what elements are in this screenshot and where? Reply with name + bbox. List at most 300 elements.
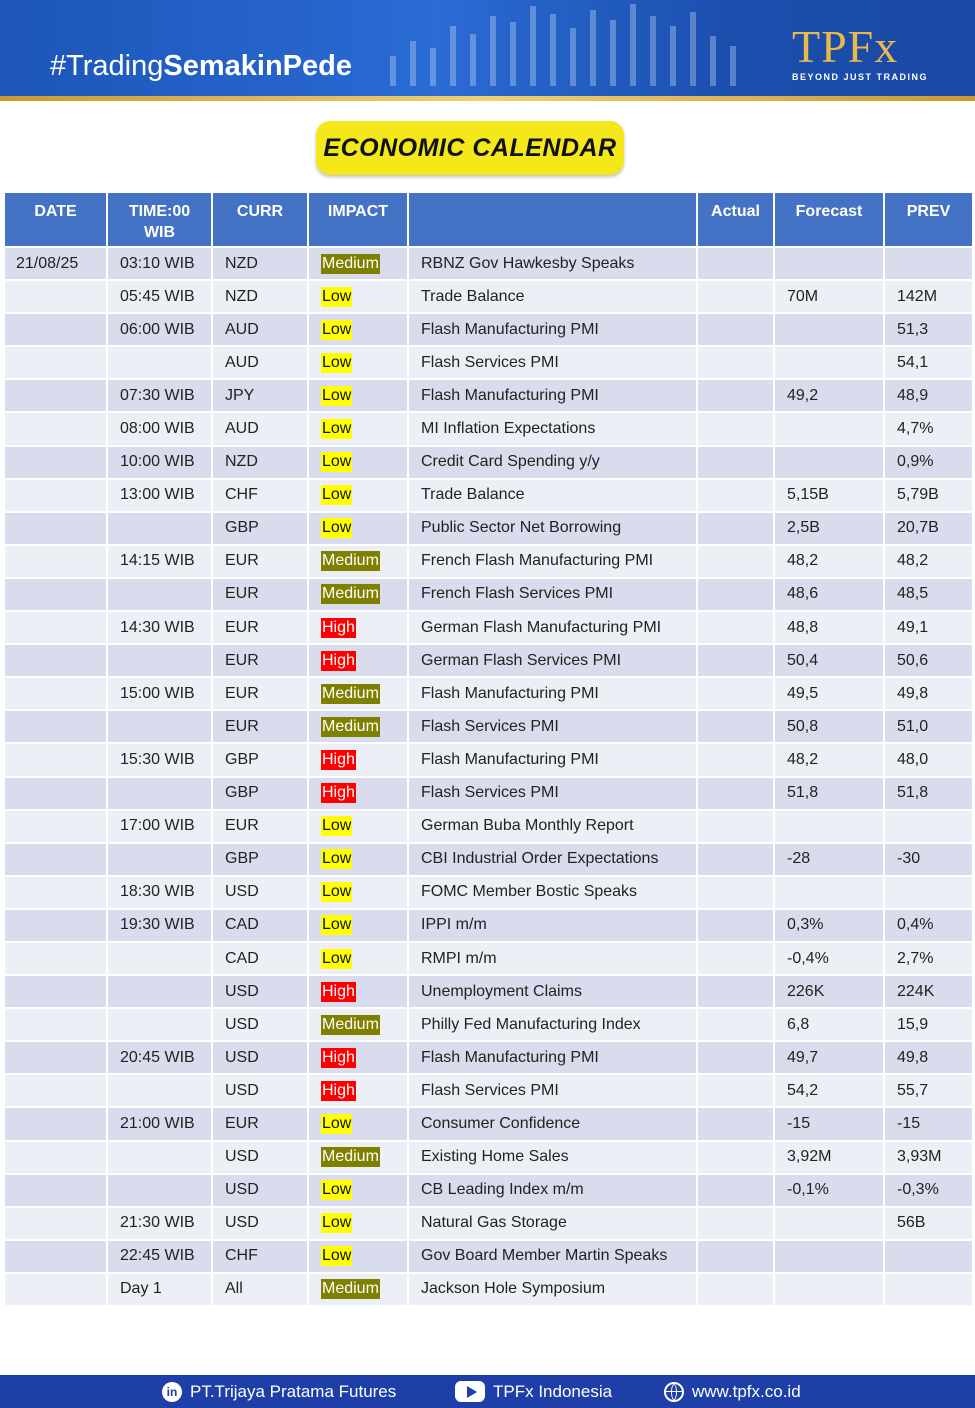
footer-youtube-text: TPFx Indonesia [493, 1381, 613, 1401]
cell-previous: 50,6 [884, 644, 973, 677]
tpfx-logo [792, 21, 932, 84]
cell-previous: 0,4% [884, 909, 973, 942]
cell-time [107, 710, 212, 743]
cell-actual [697, 379, 774, 412]
cell-impact [308, 975, 408, 1008]
cell-currency: USD [212, 1008, 308, 1041]
cell-previous: 0,9% [884, 446, 973, 479]
cell-actual [697, 942, 774, 975]
cell-impact [308, 379, 408, 412]
cell-impact [308, 479, 408, 512]
cell-actual [697, 909, 774, 942]
cell-forecast [774, 1273, 884, 1306]
impact-badge: Low [322, 883, 352, 901]
cell-actual [697, 512, 774, 545]
header-prev: PREV [884, 192, 973, 247]
cell-event: MI Inflation Expectations [408, 412, 697, 445]
cell-date [4, 1041, 107, 1074]
table-row [4, 1141, 973, 1174]
table-row [4, 346, 973, 379]
cell-event: French Flash Services PMI [408, 578, 697, 611]
footer-website [664, 1375, 801, 1408]
cell-previous: 49,8 [884, 677, 973, 710]
cell-time [107, 942, 212, 975]
impact-badge: Medium [322, 1015, 379, 1033]
cell-impact [308, 280, 408, 313]
impact-badge: Low [322, 1114, 352, 1132]
cell-previous: 20,7B [884, 512, 973, 545]
cell-date [4, 512, 107, 545]
cell-forecast [774, 810, 884, 843]
cell-impact [308, 611, 408, 644]
cell-forecast [774, 1240, 884, 1273]
cell-event: CB Leading Index m/m [408, 1174, 697, 1207]
footer-youtube [455, 1375, 612, 1408]
cell-actual [697, 247, 774, 280]
cell-actual [697, 1074, 774, 1107]
table-row [4, 412, 973, 445]
cell-event: Unemployment Claims [408, 975, 697, 1008]
cell-time: 06:00 WIB [107, 313, 212, 346]
footer-company [162, 1375, 396, 1408]
cell-time: 22:45 WIB [107, 1240, 212, 1273]
cell-currency: CHF [212, 479, 308, 512]
cell-impact [308, 247, 408, 280]
cell-impact [308, 843, 408, 876]
cell-previous: 49,8 [884, 1041, 973, 1074]
cell-date [4, 412, 107, 445]
cell-previous: 2,7% [884, 942, 973, 975]
cell-impact [308, 412, 408, 445]
header-curr: CURR [212, 192, 308, 247]
impact-badge: Low [322, 320, 352, 338]
table-row [4, 611, 973, 644]
cell-previous: 55,7 [884, 1074, 973, 1107]
impact-badge: Low [322, 386, 352, 404]
table-row [4, 545, 973, 578]
table-header-row [4, 192, 973, 247]
cell-date [4, 810, 107, 843]
globe-icon [664, 1382, 684, 1402]
table-row [4, 247, 973, 280]
logo-tagline: BEYOND JUST TRADING [792, 72, 929, 82]
header-banner [0, 0, 975, 96]
cell-forecast: 48,8 [774, 611, 884, 644]
cell-time: 07:30 WIB [107, 379, 212, 412]
header-time [107, 192, 212, 247]
cell-currency: EUR [212, 1107, 308, 1140]
cell-event: Philly Fed Manufacturing Index [408, 1008, 697, 1041]
impact-badge: High [322, 651, 355, 669]
cell-date [4, 611, 107, 644]
cell-actual [697, 412, 774, 445]
cell-impact [308, 1174, 408, 1207]
cell-previous: 3,93M [884, 1141, 973, 1174]
cell-date [4, 1107, 107, 1140]
cell-date: 21/08/25 [4, 247, 107, 280]
impact-badge: Low [322, 1214, 352, 1232]
cell-date [4, 975, 107, 1008]
impact-badge: Low [322, 916, 352, 934]
cell-date [4, 644, 107, 677]
table-row [4, 1240, 973, 1273]
cell-event: Credit Card Spending y/y [408, 446, 697, 479]
cell-time [107, 1008, 212, 1041]
cell-previous [884, 876, 973, 909]
cell-impact [308, 313, 408, 346]
cell-previous [884, 247, 973, 280]
cell-actual [697, 975, 774, 1008]
cell-impact [308, 876, 408, 909]
cell-event: Flash Services PMI [408, 1074, 697, 1107]
table-row [4, 1107, 973, 1140]
cell-actual [697, 446, 774, 479]
cell-previous: 49,1 [884, 611, 973, 644]
gold-divider [0, 96, 975, 101]
candlestick-background [380, 0, 800, 96]
cell-impact [308, 545, 408, 578]
cell-time: 21:00 WIB [107, 1107, 212, 1140]
cell-date [4, 942, 107, 975]
cell-impact [308, 644, 408, 677]
hashtag-text [50, 50, 352, 83]
cell-previous: 51,3 [884, 313, 973, 346]
cell-time: 14:30 WIB [107, 611, 212, 644]
cell-impact [308, 1207, 408, 1240]
impact-badge: Low [322, 287, 352, 305]
cell-previous: 51,0 [884, 710, 973, 743]
cell-event: French Flash Manufacturing PMI [408, 545, 697, 578]
cell-forecast: -15 [774, 1107, 884, 1140]
cell-event: Flash Services PMI [408, 346, 697, 379]
cell-time: 15:00 WIB [107, 677, 212, 710]
cell-forecast: 70M [774, 280, 884, 313]
cell-forecast: 50,4 [774, 644, 884, 677]
cell-date [4, 710, 107, 743]
table-row [4, 280, 973, 313]
cell-date [4, 777, 107, 810]
cell-actual [697, 280, 774, 313]
cell-currency: NZD [212, 247, 308, 280]
cell-forecast [774, 346, 884, 379]
footer-company-text: PT.Trijaya Pratama Futures [190, 1381, 397, 1401]
cell-event: Flash Manufacturing PMI [408, 743, 697, 776]
cell-actual [697, 876, 774, 909]
cell-currency: USD [212, 1141, 308, 1174]
cell-event: Flash Manufacturing PMI [408, 379, 697, 412]
impact-badge: Low [322, 420, 352, 438]
impact-badge: Medium [322, 254, 379, 272]
impact-badge: Medium [322, 585, 379, 603]
table-row [4, 644, 973, 677]
cell-actual [697, 1041, 774, 1074]
cell-currency: All [212, 1273, 308, 1306]
cell-actual [697, 346, 774, 379]
cell-currency: AUD [212, 313, 308, 346]
cell-event: Flash Manufacturing PMI [408, 677, 697, 710]
impact-badge: Low [322, 1247, 352, 1265]
cell-forecast: 48,2 [774, 743, 884, 776]
cell-forecast: 48,6 [774, 578, 884, 611]
table-row [4, 479, 973, 512]
cell-event: Trade Balance [408, 479, 697, 512]
cell-forecast [774, 313, 884, 346]
cell-impact [308, 1074, 408, 1107]
linkedin-icon: in [162, 1382, 182, 1402]
cell-time [107, 777, 212, 810]
cell-impact [308, 909, 408, 942]
cell-previous: 15,9 [884, 1008, 973, 1041]
cell-currency: EUR [212, 644, 308, 677]
cell-impact [308, 1107, 408, 1140]
cell-event: Flash Services PMI [408, 710, 697, 743]
table-row [4, 843, 973, 876]
cell-forecast: 49,7 [774, 1041, 884, 1074]
cell-date [4, 346, 107, 379]
cell-previous: 142M [884, 280, 973, 313]
table-body [4, 247, 973, 1306]
cell-previous: 48,0 [884, 743, 973, 776]
cell-impact [308, 743, 408, 776]
cell-currency: CAD [212, 909, 308, 942]
table-row [4, 975, 973, 1008]
cell-date [4, 379, 107, 412]
cell-time: 03:10 WIB [107, 247, 212, 280]
cell-event: Consumer Confidence [408, 1107, 697, 1140]
impact-badge: Medium [322, 684, 379, 702]
cell-time: 17:00 WIB [107, 810, 212, 843]
cell-forecast [774, 412, 884, 445]
cell-actual [697, 677, 774, 710]
cell-actual [697, 644, 774, 677]
cell-actual [697, 1273, 774, 1306]
cell-time: 18:30 WIB [107, 876, 212, 909]
cell-previous: 56B [884, 1207, 973, 1240]
cell-previous: 48,5 [884, 578, 973, 611]
cell-time [107, 1074, 212, 1107]
cell-actual [697, 810, 774, 843]
cell-actual [697, 743, 774, 776]
impact-badge: Low [322, 486, 352, 504]
table-row [4, 909, 973, 942]
cell-impact [308, 710, 408, 743]
cell-currency: NZD [212, 446, 308, 479]
impact-badge: High [322, 618, 355, 636]
cell-forecast: -28 [774, 843, 884, 876]
cell-previous [884, 1240, 973, 1273]
cell-currency: GBP [212, 777, 308, 810]
cell-currency: EUR [212, 710, 308, 743]
cell-previous [884, 1273, 973, 1306]
cell-previous: -30 [884, 843, 973, 876]
header-time-label: TIME:00 [128, 203, 191, 220]
cell-time [107, 843, 212, 876]
cell-currency: GBP [212, 843, 308, 876]
cell-currency: EUR [212, 810, 308, 843]
impact-badge: High [322, 784, 355, 802]
cell-actual [697, 1141, 774, 1174]
cell-event: IPPI m/m [408, 909, 697, 942]
table-row [4, 743, 973, 776]
cell-actual [697, 611, 774, 644]
cell-date [4, 545, 107, 578]
youtube-icon [455, 1381, 485, 1402]
table-row [4, 710, 973, 743]
economic-calendar-table [3, 191, 974, 1307]
cell-currency: JPY [212, 379, 308, 412]
cell-event: Trade Balance [408, 280, 697, 313]
cell-forecast: 226K [774, 975, 884, 1008]
table-row [4, 512, 973, 545]
impact-badge: Medium [322, 1280, 379, 1298]
cell-impact [308, 677, 408, 710]
cell-time: 20:45 WIB [107, 1041, 212, 1074]
cell-event: RMPI m/m [408, 942, 697, 975]
cell-time [107, 512, 212, 545]
cell-date [4, 843, 107, 876]
header-impact: IMPACT [308, 192, 408, 247]
cell-time [107, 346, 212, 379]
impact-badge: Medium [322, 552, 379, 570]
cell-event: RBNZ Gov Hawkesby Speaks [408, 247, 697, 280]
cell-date [4, 677, 107, 710]
footer-bar [0, 1375, 975, 1408]
logo-text: TPFx [792, 21, 899, 72]
cell-currency: GBP [212, 512, 308, 545]
header-actual: Actual [697, 192, 774, 247]
cell-event: German Buba Monthly Report [408, 810, 697, 843]
cell-time [107, 1174, 212, 1207]
cell-impact [308, 346, 408, 379]
cell-currency: USD [212, 1174, 308, 1207]
table-row [4, 1207, 973, 1240]
cell-previous: 5,79B [884, 479, 973, 512]
hashtag-prefix: #Trading [50, 50, 164, 82]
cell-previous: 48,9 [884, 379, 973, 412]
cell-currency: USD [212, 876, 308, 909]
cell-date [4, 1008, 107, 1041]
impact-badge: Low [322, 453, 352, 471]
cell-date [4, 446, 107, 479]
cell-time: 13:00 WIB [107, 479, 212, 512]
cell-event: CBI Industrial Order Expectations [408, 843, 697, 876]
cell-date [4, 1240, 107, 1273]
impact-badge: Medium [322, 1148, 379, 1166]
cell-date [4, 479, 107, 512]
cell-forecast [774, 446, 884, 479]
cell-previous: -15 [884, 1107, 973, 1140]
cell-forecast: -0,1% [774, 1174, 884, 1207]
table-row [4, 578, 973, 611]
header-time-sub: WIB [143, 224, 176, 241]
cell-impact [308, 810, 408, 843]
cell-time: 14:15 WIB [107, 545, 212, 578]
impact-badge: Low [322, 1181, 352, 1199]
cell-forecast: 2,5B [774, 512, 884, 545]
cell-actual [697, 710, 774, 743]
cell-time [107, 975, 212, 1008]
impact-badge: Medium [322, 717, 379, 735]
cell-event: Gov Board Member Martin Speaks [408, 1240, 697, 1273]
cell-event: German Flash Services PMI [408, 644, 697, 677]
impact-badge: High [322, 1081, 355, 1099]
title-badge [316, 121, 624, 175]
table-row [4, 1008, 973, 1041]
cell-impact [308, 1273, 408, 1306]
cell-time: 21:30 WIB [107, 1207, 212, 1240]
cell-date [4, 1141, 107, 1174]
cell-forecast: 48,2 [774, 545, 884, 578]
cell-forecast: -0,4% [774, 942, 884, 975]
cell-currency: EUR [212, 578, 308, 611]
table-row [4, 313, 973, 346]
cell-previous: 224K [884, 975, 973, 1008]
cell-event: Flash Services PMI [408, 777, 697, 810]
cell-event: Jackson Hole Symposium [408, 1273, 697, 1306]
impact-badge: Low [322, 353, 352, 371]
header-event [408, 192, 697, 247]
cell-forecast: 6,8 [774, 1008, 884, 1041]
cell-actual [697, 479, 774, 512]
cell-impact [308, 1141, 408, 1174]
cell-impact [308, 942, 408, 975]
cell-forecast: 49,2 [774, 379, 884, 412]
cell-time: 08:00 WIB [107, 412, 212, 445]
cell-forecast [774, 876, 884, 909]
cell-currency: USD [212, 1041, 308, 1074]
cell-previous: -0,3% [884, 1174, 973, 1207]
page-title: ECONOMIC CALENDAR [323, 133, 617, 162]
cell-forecast: 50,8 [774, 710, 884, 743]
cell-currency: EUR [212, 611, 308, 644]
cell-impact [308, 1240, 408, 1273]
cell-forecast [774, 1207, 884, 1240]
cell-currency: CAD [212, 942, 308, 975]
cell-forecast [774, 247, 884, 280]
cell-actual [697, 1174, 774, 1207]
cell-impact [308, 777, 408, 810]
cell-time: 19:30 WIB [107, 909, 212, 942]
cell-date [4, 876, 107, 909]
cell-date [4, 313, 107, 346]
cell-date [4, 1207, 107, 1240]
table-row [4, 942, 973, 975]
cell-event: FOMC Member Bostic Speaks [408, 876, 697, 909]
cell-date [4, 578, 107, 611]
cell-actual [697, 1107, 774, 1140]
table-row [4, 876, 973, 909]
cell-impact [308, 1008, 408, 1041]
cell-actual [697, 843, 774, 876]
impact-badge: High [322, 750, 355, 768]
cell-previous: 4,7% [884, 412, 973, 445]
table-row [4, 1273, 973, 1306]
cell-time [107, 644, 212, 677]
cell-previous: 51,8 [884, 777, 973, 810]
cell-forecast: 51,8 [774, 777, 884, 810]
cell-event: Flash Manufacturing PMI [408, 313, 697, 346]
impact-badge: Low [322, 850, 352, 868]
cell-time: Day 1 [107, 1273, 212, 1306]
cell-event: Natural Gas Storage [408, 1207, 697, 1240]
table-row [4, 446, 973, 479]
cell-actual [697, 777, 774, 810]
cell-actual [697, 1008, 774, 1041]
cell-forecast: 54,2 [774, 1074, 884, 1107]
cell-currency: CHF [212, 1240, 308, 1273]
cell-date [4, 1174, 107, 1207]
cell-impact [308, 1041, 408, 1074]
